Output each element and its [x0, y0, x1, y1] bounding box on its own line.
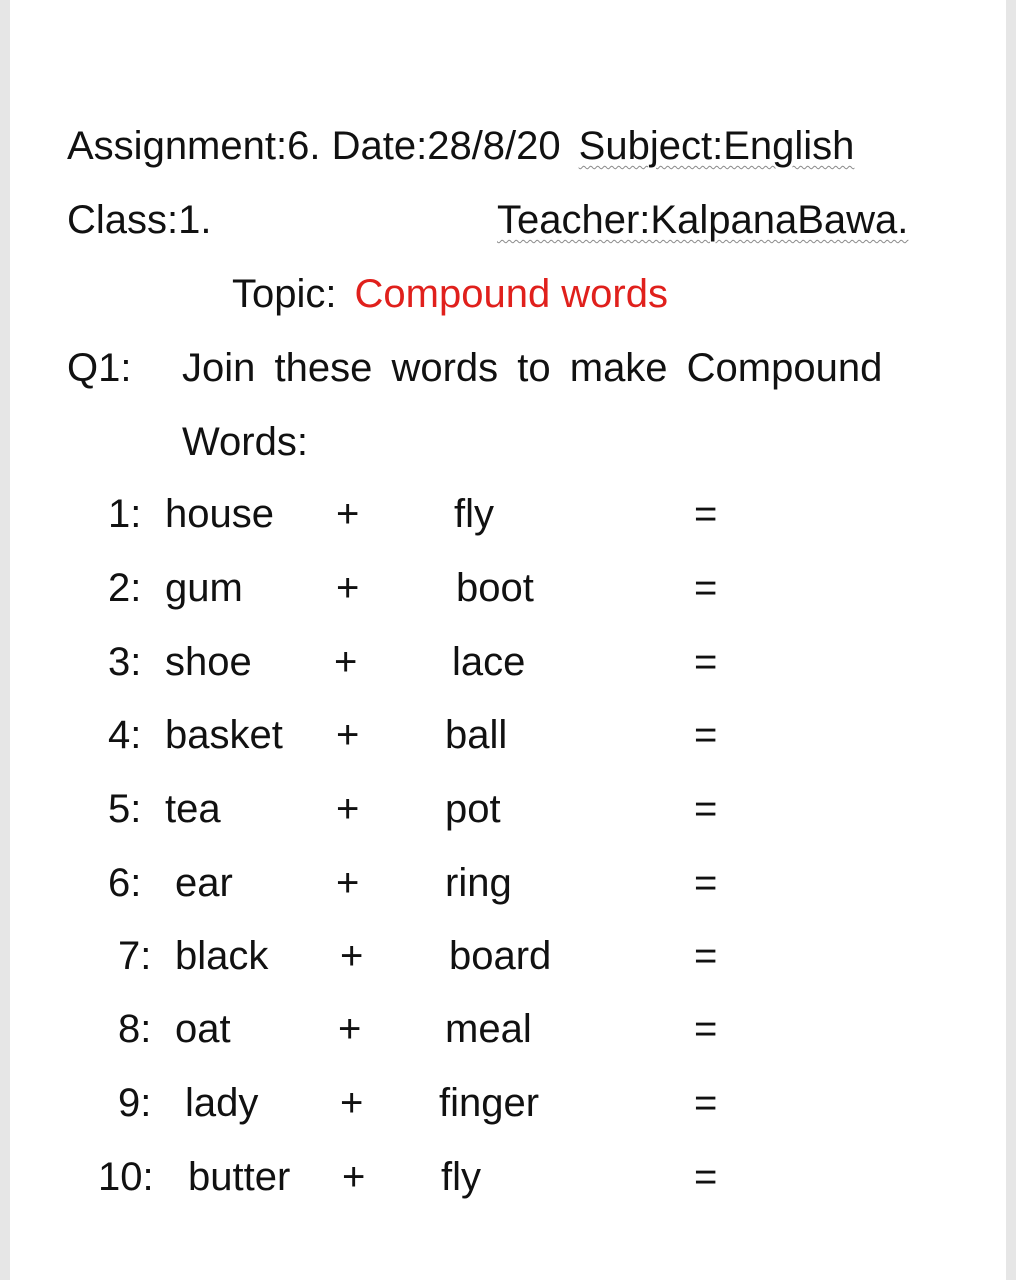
second-word: pot [445, 787, 501, 831]
equals-sign: = [694, 1007, 718, 1051]
second-word: fly [454, 492, 494, 536]
item-number: 10: [98, 1155, 154, 1199]
plus-sign: + [336, 713, 360, 757]
subject-label: Subject:English [578, 124, 855, 168]
equals-sign: = [694, 492, 718, 536]
item-number: 1: [108, 492, 142, 536]
question-text-continued: Words: [182, 420, 308, 464]
worksheet-page [10, 0, 1006, 1280]
first-word: shoe [165, 640, 252, 684]
equals-sign: = [694, 1155, 718, 1199]
plus-sign: + [336, 492, 360, 536]
equals-sign: = [694, 861, 718, 905]
plus-sign: + [338, 1007, 362, 1051]
plus-sign: + [336, 787, 360, 831]
item-number: 4: [108, 713, 142, 757]
first-word: basket [165, 713, 283, 757]
equals-sign: = [694, 713, 718, 757]
plus-sign: + [336, 566, 360, 610]
first-word: gum [165, 566, 243, 610]
item-number: 2: [108, 566, 142, 610]
second-word: ring [445, 861, 512, 905]
second-word: ball [445, 713, 508, 757]
plus-sign: + [334, 640, 358, 684]
question-text: Join these words to make Compound [182, 346, 883, 390]
first-word: black [175, 934, 269, 978]
item-number: 6: [108, 861, 142, 905]
second-word: finger [439, 1081, 540, 1125]
item-number: 7: [118, 934, 152, 978]
first-word: lady [185, 1081, 259, 1125]
plus-sign: + [340, 1081, 364, 1125]
header-line [67, 122, 854, 170]
first-word: ear [175, 861, 233, 905]
plus-sign: + [336, 861, 360, 905]
question-number: Q1: [67, 346, 132, 390]
first-word: tea [165, 787, 221, 831]
assignment-label: Assignment:6. [67, 124, 321, 168]
second-word: lace [452, 640, 526, 684]
equals-sign: = [694, 640, 718, 684]
second-word: fly [441, 1155, 481, 1199]
item-number: 5: [108, 787, 142, 831]
plus-sign: + [342, 1155, 366, 1199]
topic-label: Topic: [232, 272, 337, 316]
equals-sign: = [694, 934, 718, 978]
second-word: boot [456, 566, 534, 610]
equals-sign: = [694, 787, 718, 831]
first-word: oat [175, 1007, 231, 1051]
topic-line [232, 270, 668, 318]
equals-sign: = [694, 566, 718, 610]
equals-sign: = [694, 1081, 718, 1125]
class-label: Class:1. [67, 198, 212, 242]
second-word: meal [445, 1007, 532, 1051]
date-label: Date:28/8/20 [331, 124, 561, 168]
item-number: 9: [118, 1081, 152, 1125]
topic-value: Compound words [354, 272, 668, 316]
first-word: butter [188, 1155, 291, 1199]
teacher-label: Teacher:KalpanaBawa. [497, 198, 909, 242]
first-word: house [165, 492, 274, 536]
item-number: 8: [118, 1007, 152, 1051]
item-number: 3: [108, 640, 142, 684]
plus-sign: + [340, 934, 364, 978]
second-word: board [449, 934, 552, 978]
